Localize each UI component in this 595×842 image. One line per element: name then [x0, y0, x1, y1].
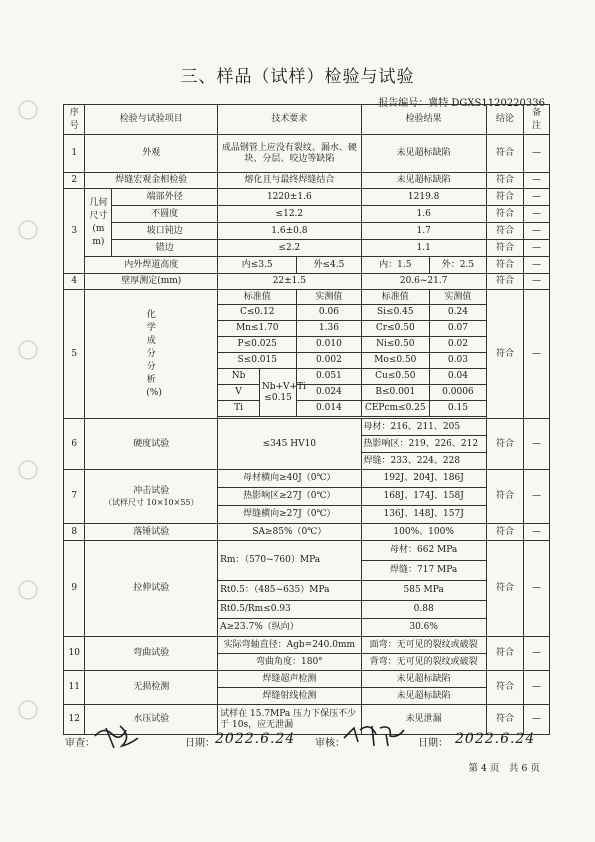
cell-item: 硬度试验: [85, 419, 218, 470]
chem-std: Cu≤0.50: [361, 369, 430, 385]
cell-concl: 符合: [486, 257, 523, 274]
cell-req: Rt0.5/Rm≤0.93: [218, 601, 361, 619]
cell-item: 外观: [85, 135, 218, 173]
cell-result: 1.6: [361, 206, 486, 223]
cell-result: 0.88: [361, 601, 486, 619]
cell-result: 热影响区：219、226、212: [361, 436, 486, 453]
cell-remark: —: [524, 705, 550, 735]
inspection-table: [63, 104, 550, 735]
chem-val: 0.15: [430, 401, 487, 417]
cell-concl: 符合: [486, 274, 523, 290]
header-remark: 备注: [524, 105, 550, 135]
cell-req: 母材横向≥40J（0℃）: [218, 470, 361, 488]
cell-concl: 符合: [486, 223, 523, 240]
cell-seq: 9: [64, 541, 85, 637]
impact-subtitle: （试样尺寸 10×10×55）: [104, 497, 199, 507]
chem-val: 0.002: [297, 353, 361, 369]
cell-remark: —: [524, 419, 550, 470]
cell-item: 落锤试验: [85, 524, 218, 541]
cell-result: 192J、204J、186J: [361, 470, 486, 488]
cell-concl: 符合: [486, 671, 523, 705]
chem-val: 0.0006: [430, 385, 487, 401]
chem-h4: 实测值: [430, 290, 487, 305]
audit-signature: [92, 722, 142, 750]
cell-result: 未见超标缺陷: [361, 688, 486, 705]
cell-result: 未见泄漏: [361, 705, 486, 735]
cell-concl: 符合: [486, 637, 523, 671]
cell-concl: 符合: [486, 189, 523, 206]
cell-item: 端部外径: [112, 189, 218, 206]
cell-remark: —: [524, 206, 550, 223]
cell-req: 弯曲角度：180°: [218, 654, 361, 671]
cell-concl: 符合: [486, 470, 523, 524]
cell-item: 焊缝宏观金相检验: [85, 173, 218, 189]
cell-result: 100%、100%: [361, 524, 486, 541]
cell-remark: —: [524, 274, 550, 290]
cell-req-out: 外≤4.5: [297, 257, 361, 274]
chem-std: Cr≤0.50: [361, 321, 430, 337]
cell-req: 熔化且与最终焊缝结合: [218, 173, 361, 189]
chem-std: S≤0.015: [218, 353, 297, 369]
cell-req: A≥23.7%（纵向）: [218, 619, 361, 637]
cell-req: 1.6±0.8: [218, 223, 361, 240]
cell-req: 实际弯轴直径：Agb=240.0mm: [218, 637, 361, 654]
cell-result: 30.6%: [361, 619, 486, 637]
table-row: [64, 223, 550, 240]
audit-label: 审查：: [65, 738, 95, 749]
chem-std: CEPcm≤0.25: [361, 401, 430, 417]
cell-seq: 1: [64, 135, 85, 173]
table-row: [64, 419, 550, 436]
cell-result: 面弯：无可见的裂纹或破裂: [361, 637, 486, 654]
chem-std: Ni≤0.50: [361, 337, 430, 353]
cell-remark: —: [524, 290, 550, 419]
chem-std: Si≤0.45: [361, 305, 430, 321]
chem-val: 1.36: [297, 321, 361, 337]
cell-req: 焊缝超声检测: [218, 671, 361, 688]
chem-std: C≤0.12: [218, 305, 297, 321]
cell-concl: 符合: [486, 135, 523, 173]
date-2: 2022.6.24: [455, 731, 536, 747]
cell-item: 不圆度: [112, 206, 218, 223]
table-row: [64, 671, 550, 688]
watermark-strip: [8, 80, 48, 780]
chem-val: 0.010: [297, 337, 361, 353]
chem-ti: Ti: [218, 401, 260, 417]
cell-result: 未见超标缺陷: [361, 173, 486, 189]
cell-result: 20.6~21.7: [361, 274, 486, 290]
chem-h2: 实测值: [297, 290, 361, 305]
cell-remark: —: [524, 257, 550, 274]
cell-item: 壁厚测定(mm): [85, 274, 218, 290]
cell-req: 成品钢管上应没有裂纹、漏水、硬块、分层、咬边等缺陷: [218, 135, 361, 173]
cell-remark: —: [524, 240, 550, 257]
chem-val: 0.24: [430, 305, 487, 321]
cell-item: 弯曲试验: [85, 637, 218, 671]
cell-remark: —: [524, 671, 550, 705]
cell-result: 585 MPa: [361, 581, 486, 601]
cell-result: 焊缝：233、224、228: [361, 453, 486, 470]
table-row: [64, 135, 550, 173]
cell-req: 试样在 15.7MPa 压力下保压不少于 10s，应无泄漏: [218, 705, 361, 735]
chem-val: 0.02: [430, 337, 487, 353]
table-row: [64, 274, 550, 290]
cell-seq: 8: [64, 524, 85, 541]
cell-req: 焊缝横向≥27J（0℃）: [218, 506, 361, 524]
cell-result: 母材：662 MPa: [361, 541, 486, 561]
cell-result: 未见超标缺陷: [361, 135, 486, 173]
cell-result: 未见超标缺陷: [361, 671, 486, 688]
chem-val: 0.051: [297, 369, 361, 385]
header-concl: 结论: [486, 105, 523, 135]
header-req: 技术要求: [218, 105, 361, 135]
cell-remark: —: [524, 637, 550, 671]
cell-seq: 6: [64, 419, 85, 470]
cell-concl: 符合: [486, 206, 523, 223]
table-row: [64, 637, 550, 654]
chem-h1: 标准值: [218, 290, 297, 305]
cell-req: 22±1.5: [218, 274, 361, 290]
table-row: [64, 524, 550, 541]
table-row: [64, 240, 550, 257]
cell-req: 热影响区≥27J（0℃）: [218, 488, 361, 506]
table-row: [64, 470, 550, 488]
cell-remark: —: [524, 173, 550, 189]
cell-req-in: 内≤3.5: [218, 257, 297, 274]
cell-concl: 符合: [486, 240, 523, 257]
cell-item: 错边: [112, 240, 218, 257]
header-item: 检验与试验项目: [85, 105, 218, 135]
chem-std: P≤0.025: [218, 337, 297, 353]
review-signature: [340, 720, 410, 750]
cell-seq: 3: [64, 189, 85, 274]
date-label-1: 日期：: [185, 738, 215, 749]
chem-combo: Nb+V+Ti ≤0.15: [259, 369, 296, 417]
cell-concl: 符合: [486, 541, 523, 637]
table-header: [64, 105, 550, 135]
chem-v: V: [218, 385, 260, 401]
cell-result: 168J、174J、158J: [361, 488, 486, 506]
cell-result: 1219.8: [361, 189, 486, 206]
cell-remark: —: [524, 189, 550, 206]
cell-item: 拉伸试验: [85, 541, 218, 637]
cell-seq: 10: [64, 637, 85, 671]
cell-res-out: 外：2.5: [430, 257, 487, 274]
cell-result: 1.7: [361, 223, 486, 240]
cell-req: Rm：（570~760）MPa: [218, 541, 361, 581]
chem-val: 0.04: [430, 369, 487, 385]
cell-req: Rt0.5：（485~635）MPa: [218, 581, 361, 601]
page-title: 三、样品（试样）检验与试验: [180, 67, 415, 87]
cell-result: 1.1: [361, 240, 486, 257]
cell-item: [85, 470, 218, 524]
cell-remark: —: [524, 470, 550, 524]
table-row: [64, 189, 550, 206]
cell-req: ≤345 HV10: [218, 419, 361, 470]
chem-std: Mn≤1.70: [218, 321, 297, 337]
chem-val: 0.07: [430, 321, 487, 337]
table-row: [64, 173, 550, 189]
date-label-2: 日期：: [418, 738, 448, 749]
cell-remark: —: [524, 135, 550, 173]
cell-remark: —: [524, 541, 550, 637]
impact-title: 冲击试验: [133, 485, 170, 496]
cell-seq: 7: [64, 470, 85, 524]
cell-concl: 符合: [486, 290, 523, 419]
cell-group: 几何尺寸(mm): [85, 189, 112, 257]
cell-result: 焊缝：717 MPa: [361, 561, 486, 581]
date-1: 2022.6.24: [215, 731, 296, 747]
header-seq: 序号: [64, 105, 85, 135]
cell-item: 无损检测: [85, 671, 218, 705]
table-row: [64, 541, 550, 561]
review-label: 审核：: [315, 738, 345, 749]
cell-result: 母材：216、211、205: [361, 419, 486, 436]
cell-req: ≤12.2: [218, 206, 361, 223]
cell-concl: 符合: [486, 705, 523, 735]
table-row: [64, 290, 550, 305]
cell-res-in: 内：1.5: [361, 257, 430, 274]
cell-seq: 12: [64, 705, 85, 735]
chem-val: 0.024: [297, 385, 361, 401]
cell-item: 内外焊道高度: [85, 257, 218, 274]
cell-req: 1220±1.6: [218, 189, 361, 206]
cell-item: 坡口钝边: [112, 223, 218, 240]
cell-concl: 符合: [486, 173, 523, 189]
report-number: 报告编号：冀特 DGXS1120220336: [378, 98, 545, 109]
chem-val: 0.03: [430, 353, 487, 369]
cell-req: SA≥85%（0℃）: [218, 524, 361, 541]
chem-val: 0.014: [297, 401, 361, 417]
cell-seq: 11: [64, 671, 85, 705]
cell-remark: —: [524, 223, 550, 240]
chem-std: B≤0.001: [361, 385, 430, 401]
table-row: [64, 257, 550, 274]
table-row: [64, 206, 550, 223]
chem-nb: Nb: [218, 369, 260, 385]
page-footer: 第 4 页 共 6 页: [468, 763, 540, 774]
cell-req: 焊缝射线检测: [218, 688, 361, 705]
cell-item: 水压试验: [85, 705, 218, 735]
cell-result: 背弯：无可见的裂纹或破裂: [361, 654, 486, 671]
cell-req: ≤2.2: [218, 240, 361, 257]
cell-item: 化学成分分析(%): [85, 290, 218, 419]
cell-result: 136J、148J、157J: [361, 506, 486, 524]
cell-seq: 2: [64, 173, 85, 189]
cell-seq: 4: [64, 274, 85, 290]
cell-seq: 5: [64, 290, 85, 419]
chem-std: Mo≤0.50: [361, 353, 430, 369]
cell-concl: 符合: [486, 419, 523, 470]
header-result: 检验结果: [361, 105, 486, 135]
cell-remark: —: [524, 524, 550, 541]
chem-val: 0.06: [297, 305, 361, 321]
cell-concl: 符合: [486, 524, 523, 541]
chem-h3: 标准值: [361, 290, 430, 305]
